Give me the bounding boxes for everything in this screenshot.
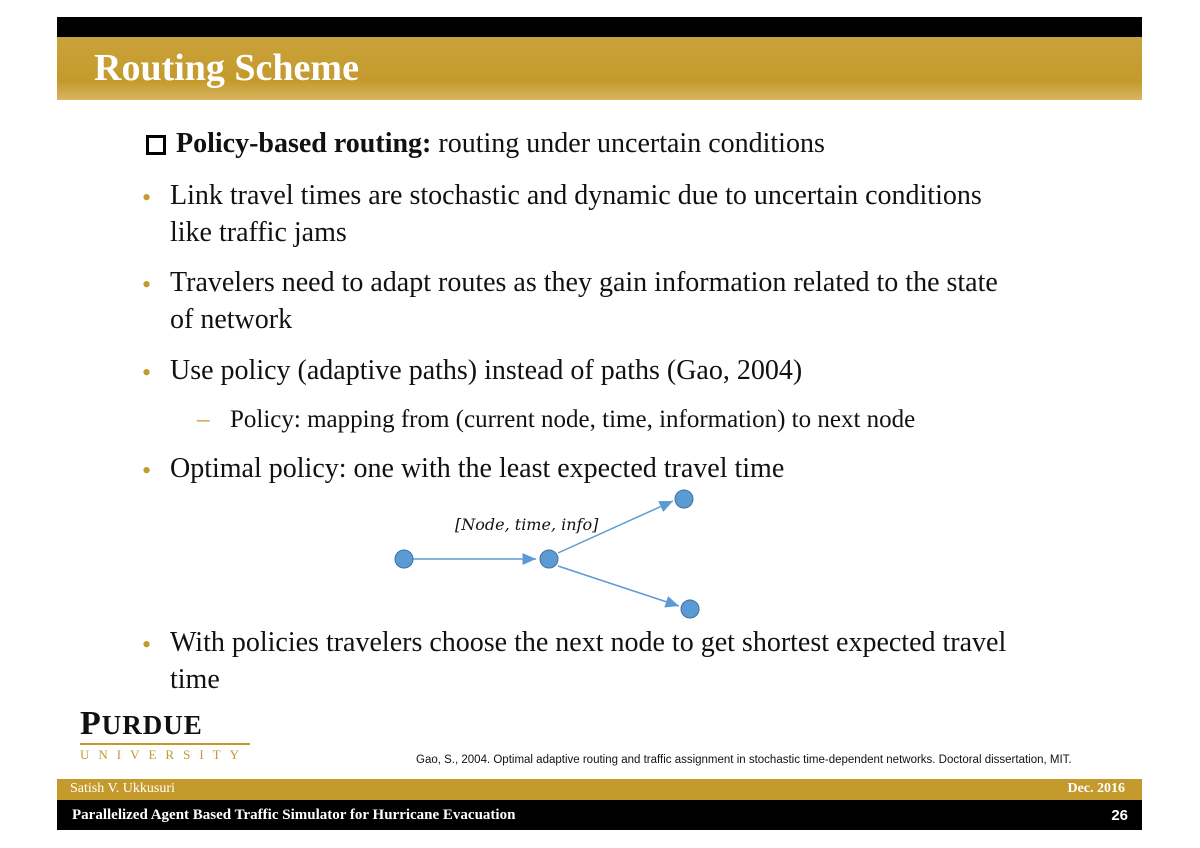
edge-mid-to-top: [558, 501, 673, 553]
heading-rest: routing under uncertain conditions: [431, 128, 825, 159]
logo-wordmark: [80, 705, 250, 742]
footer-date: Dec. 2016: [1067, 781, 1125, 796]
edge-mid-to-bottom: [558, 566, 679, 606]
bullet-4-line-1: Optimal policy: one with the least expected travel time: [170, 453, 785, 484]
header-top-bar: [57, 17, 1142, 37]
dash-bullet-icon: –: [197, 406, 210, 433]
node-next-bottom: [681, 600, 699, 618]
square-bullet-icon: [146, 135, 166, 155]
routing-diagram: [380, 480, 720, 630]
slide-title: Routing Scheme: [94, 47, 359, 89]
sub-bullet: Policy: mapping from (current node, time, information) to next node: [230, 406, 916, 433]
bullet-1-line-1: Link travel times are stochastic and dynamic due to uncertain conditions: [170, 180, 982, 211]
bullet-dot-icon: •: [142, 630, 152, 659]
bullet-5-line-2: time: [170, 664, 220, 695]
node-start: [395, 550, 413, 568]
heading-bold: Policy-based routing:: [176, 128, 432, 159]
logo-rule: [80, 743, 250, 745]
node-current: [540, 550, 558, 568]
logo-subtitle: UNIVERSITY: [80, 747, 248, 762]
bullet-dot-icon: •: [142, 270, 152, 299]
bullet-3-line-1: Use policy (adaptive paths) instead of paths (Gao, 2004): [170, 355, 803, 386]
footer-subtitle: Parallelized Agent Based Traffic Simulator for Hurricane Evacuation: [72, 807, 516, 823]
bullet-dot-icon: •: [142, 358, 152, 387]
bullet-2-line-2: of network: [170, 304, 293, 335]
heading-line: [176, 128, 825, 160]
node-next-top: [675, 490, 693, 508]
footer-gold-bar: [57, 779, 1142, 800]
bullet-5-line-1: With policies travelers choose the next node to get shortest expected travel: [170, 627, 1007, 658]
logo-big-letter: P: [80, 705, 102, 742]
logo-rest-letters: URDUE: [101, 710, 203, 740]
purdue-logo: [80, 705, 250, 763]
bullet-2-line-1: Travelers need to adapt routes as they gain information related to the state: [170, 267, 998, 298]
bullet-1-line-2: like traffic jams: [170, 217, 347, 248]
footer-author: Satish V. Ukkusuri: [70, 781, 175, 796]
bullet-dot-icon: •: [142, 456, 152, 485]
diagram-label: [Node, time, info]: [455, 515, 599, 534]
page-number: 26: [1111, 807, 1128, 824]
bullet-dot-icon: •: [142, 183, 152, 212]
reference-citation: Gao, S., 2004. Optimal adaptive routing and traffic assignment in stochastic time-dependent networks. Doctoral dissertation, MIT.: [416, 754, 1072, 766]
